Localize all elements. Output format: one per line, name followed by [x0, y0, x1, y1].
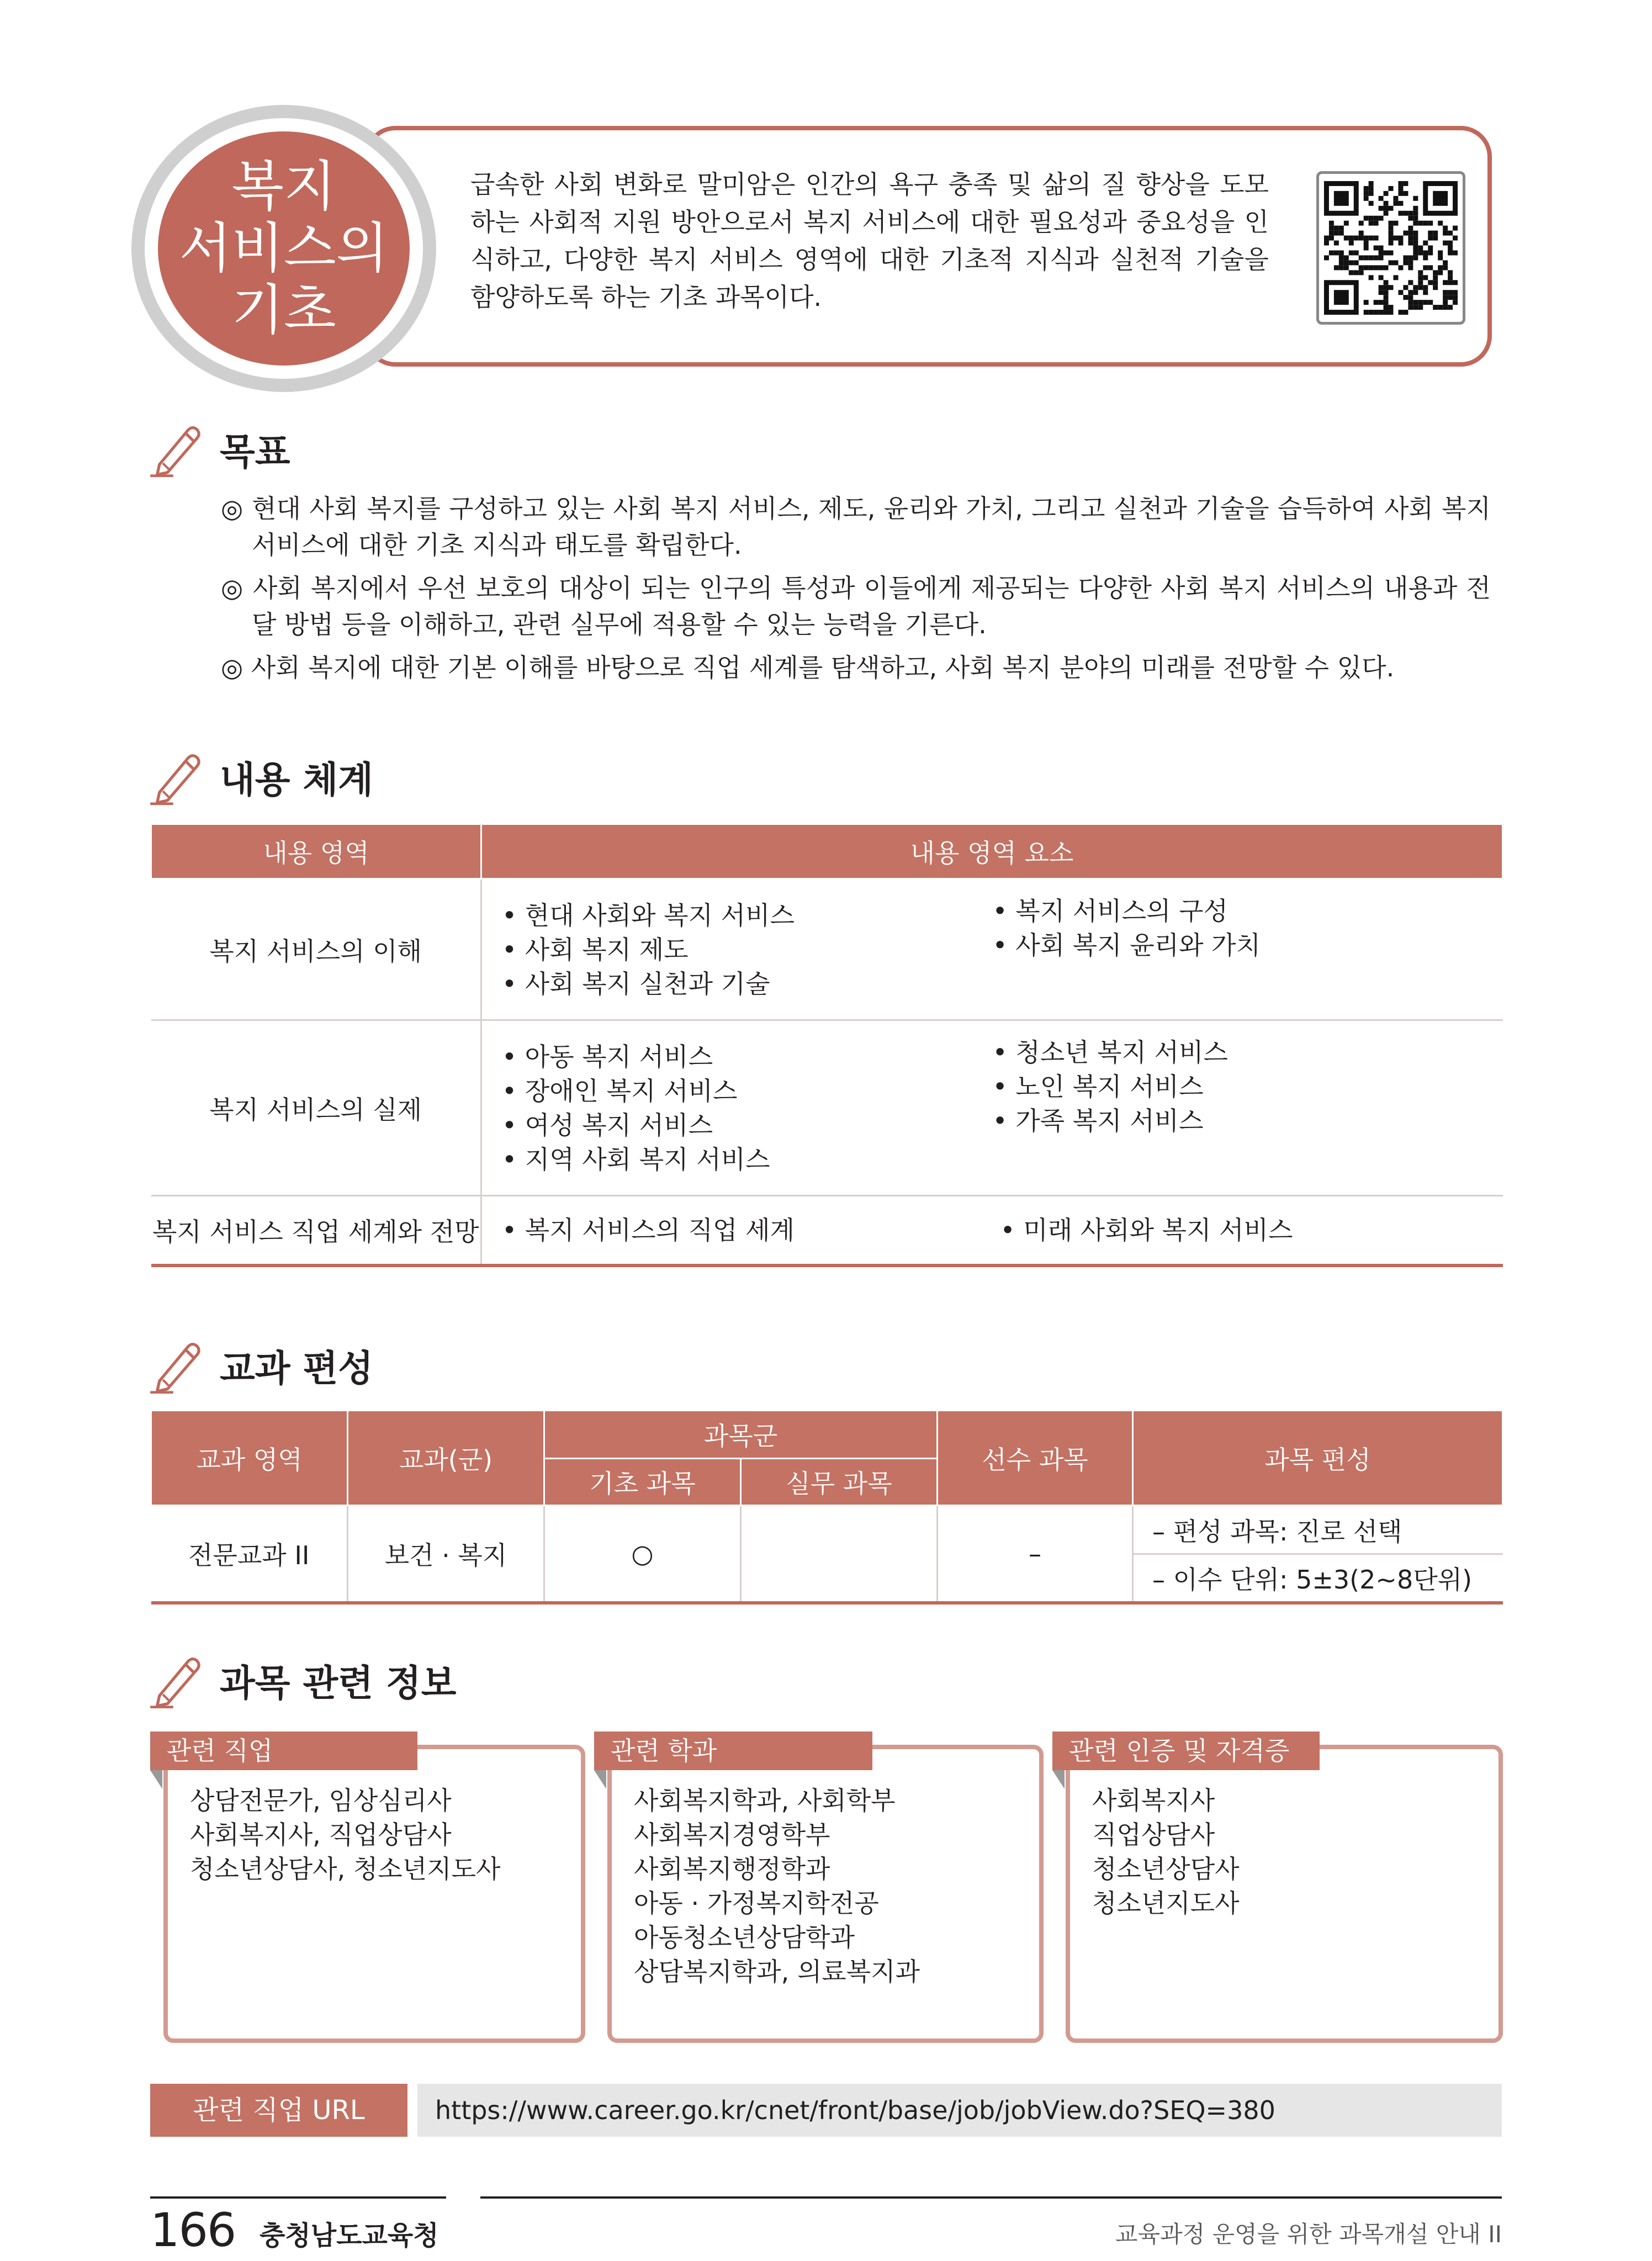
- title-line-2: 서비스의: [179, 217, 389, 280]
- organization-cell-2: – 이수 단위: 5±3(2~8단위): [1133, 1554, 1503, 1603]
- related-jobs-box: [163, 1745, 585, 2043]
- pencil-icon: [148, 1336, 205, 1394]
- table-row: [151, 1506, 1503, 1554]
- area-cell: 전문교과 II: [151, 1506, 348, 1603]
- pencil-icon: [148, 748, 205, 805]
- content-title: 내용 체계: [220, 758, 374, 801]
- goal-item: ◎ 현대 사회 복지를 구성하고 있는 사회 복지 서비스, 제도, 윤리와 가치, 그리고 실천과 기술을 습득하여 사회 복지 서비스에 대한 기초 지식과 태도를 확립한다.: [221, 494, 1491, 560]
- curriculum-title: 교과 편성: [220, 1347, 374, 1390]
- list-item: 상담전문가, 임상심리사: [190, 1786, 452, 1815]
- list-item: 청소년지도사: [1092, 1888, 1240, 1918]
- job-url-label: 관련 직업 URL: [150, 2084, 407, 2137]
- page-number: 166: [150, 2203, 236, 2257]
- related-depts-label: 관련 학과: [594, 1732, 872, 1770]
- elements-right: [992, 1196, 1503, 1265]
- col-header-area: 내용 영역: [151, 825, 481, 879]
- footer-divider: [480, 2196, 1502, 2199]
- area-cell: 복지 서비스 직업 세계와 전망: [151, 1196, 481, 1265]
- footer-divider: [150, 2196, 446, 2199]
- col-header-organization: 과목 편성: [1133, 1411, 1503, 1506]
- list-item: 사회복지사, 직업상담사: [190, 1820, 452, 1850]
- practical-cell: [741, 1506, 938, 1603]
- related-certs-label: 관련 인증 및 자격증: [1052, 1732, 1320, 1770]
- list-item: • 복지 서비스의 구성: [992, 896, 1228, 926]
- tab-fold: [594, 1770, 606, 1789]
- col-header-area: 교과 영역: [151, 1411, 348, 1506]
- list-item: • 미래 사회와 복지 서비스: [1000, 1215, 1293, 1245]
- tab-fold: [1052, 1770, 1065, 1789]
- col-header-basic: 기초 과목: [544, 1459, 741, 1506]
- title-line-1: 복지: [231, 155, 336, 218]
- related-jobs-label: 관련 직업: [150, 1732, 417, 1770]
- content-table: [150, 825, 1503, 1267]
- qr-code-icon[interactable]: [1316, 171, 1465, 325]
- goal-item: ◎ 사회 복지에서 우선 보호의 대상이 되는 인구의 특성과 이들에게 제공되는 다양한 사회 복지 서비스의 내용과 전달 방법 등을 이해하고, 관련 실무에 적용할 수 있는 능력을 기른다.: [221, 573, 1491, 639]
- related-heading: [148, 1651, 457, 1708]
- tab-fold: [150, 1770, 162, 1789]
- subject-title-badge: [158, 131, 410, 366]
- list-item: 청소년상담사, 청소년지도사: [190, 1854, 501, 1884]
- subject-cell: 보건 · 복지: [348, 1506, 544, 1603]
- qr-code-pattern: [1319, 174, 1463, 322]
- list-item: • 지역 사회 복지 서비스: [502, 1144, 770, 1174]
- pencil-icon: [148, 1651, 205, 1708]
- elements-left: [481, 1020, 992, 1196]
- list-item: • 사회 복지 윤리와 가치: [992, 930, 1261, 960]
- list-item: • 노인 복지 서비스: [992, 1072, 1204, 1102]
- goals-title: 목표: [220, 430, 290, 473]
- list-item: 청소년상담사: [1092, 1854, 1240, 1884]
- pencil-icon: [148, 420, 205, 477]
- title-line-3: 기초: [231, 279, 336, 342]
- goals-heading: [148, 420, 290, 477]
- goal-item: ◎ 사회 복지에 대한 기본 이해를 바탕으로 직업 세계를 탐색하고, 사회 복지 분야의 미래를 전망할 수 있다.: [221, 653, 1395, 682]
- table-header-row: [151, 825, 1503, 879]
- list-item: • 사회 복지 실천과 기술: [502, 968, 770, 999]
- table-row: [151, 1020, 1503, 1196]
- related-depts-box: [607, 1745, 1044, 2043]
- list-item: 직업상담사: [1092, 1820, 1215, 1850]
- list-item: 상담복지학과, 의료복지과: [634, 1957, 920, 1987]
- document-title: 교육과정 운영을 위한 과목개설 안내 II: [1115, 2221, 1502, 2248]
- table-row: [151, 1196, 1503, 1265]
- publisher-name: 충청남도교육청: [260, 2220, 439, 2251]
- list-item: • 여성 복지 서비스: [502, 1110, 713, 1140]
- col-header-subject: 교과(군): [348, 1411, 544, 1506]
- col-header-practical: 실무 과목: [741, 1459, 938, 1506]
- list-item: 아동 · 가정복지학전공: [634, 1888, 879, 1918]
- list-item: • 장애인 복지 서비스: [502, 1076, 738, 1106]
- elements-right: [992, 879, 1503, 1020]
- table-row: [151, 879, 1503, 1020]
- curriculum-heading: [148, 1336, 373, 1394]
- col-header-group: 과목군: [544, 1411, 938, 1459]
- list-item: • 복지 서비스의 직업 세계: [502, 1215, 795, 1245]
- organization-cell-1: – 편성 과목: 진로 선택: [1133, 1506, 1503, 1554]
- list-item: 사회복지학과, 사회학부: [634, 1786, 896, 1815]
- curriculum-table: [150, 1411, 1503, 1605]
- basic-cell: ○: [544, 1506, 741, 1603]
- job-url-link[interactable]: https://www.career.go.kr/cnet/front/base/job/jobView.do?SEQ=380: [417, 2084, 1502, 2137]
- list-item: • 가족 복지 서비스: [992, 1106, 1204, 1136]
- elements-left: [481, 1196, 992, 1265]
- elements-right: [992, 1020, 1503, 1196]
- list-item: 사회복지사: [1092, 1786, 1215, 1815]
- list-item: 사회복지행정학과: [634, 1854, 830, 1884]
- prereq-cell: –: [938, 1506, 1133, 1603]
- list-item: • 현대 사회와 복지 서비스: [502, 900, 795, 930]
- col-header-elements: 내용 영역 요소: [481, 825, 1503, 879]
- list-item: • 청소년 복지 서비스: [992, 1037, 1228, 1067]
- related-title: 과목 관련 정보: [220, 1661, 457, 1704]
- related-certs-box: [1066, 1745, 1503, 2043]
- elements-left: [481, 879, 992, 1020]
- list-item: • 아동 복지 서비스: [502, 1041, 713, 1072]
- subject-description: 급속한 사회 변화로 말미암은 인간의 욕구 충족 및 삶의 질 향상을 도모하는 사회적 지원 방안으로서 복지 서비스에 대한 필요성과 중요성을 인식하고, 다양한 복지 서비스 영역에 대한 기초적 지식과 실천적 기술을 함양하도록 하는 기초 과목이다.: [470, 170, 1269, 312]
- list-item: 사회복지경영학부: [634, 1820, 830, 1850]
- area-cell: 복지 서비스의 이해: [151, 879, 481, 1020]
- list-item: 아동청소년상담학과: [634, 1923, 855, 1952]
- col-header-prereq: 선수 과목: [938, 1411, 1133, 1506]
- goals-list: [221, 490, 1491, 692]
- content-heading: [148, 748, 373, 805]
- list-item: • 사회 복지 제도: [502, 934, 689, 965]
- area-cell: 복지 서비스의 실제: [151, 1020, 481, 1196]
